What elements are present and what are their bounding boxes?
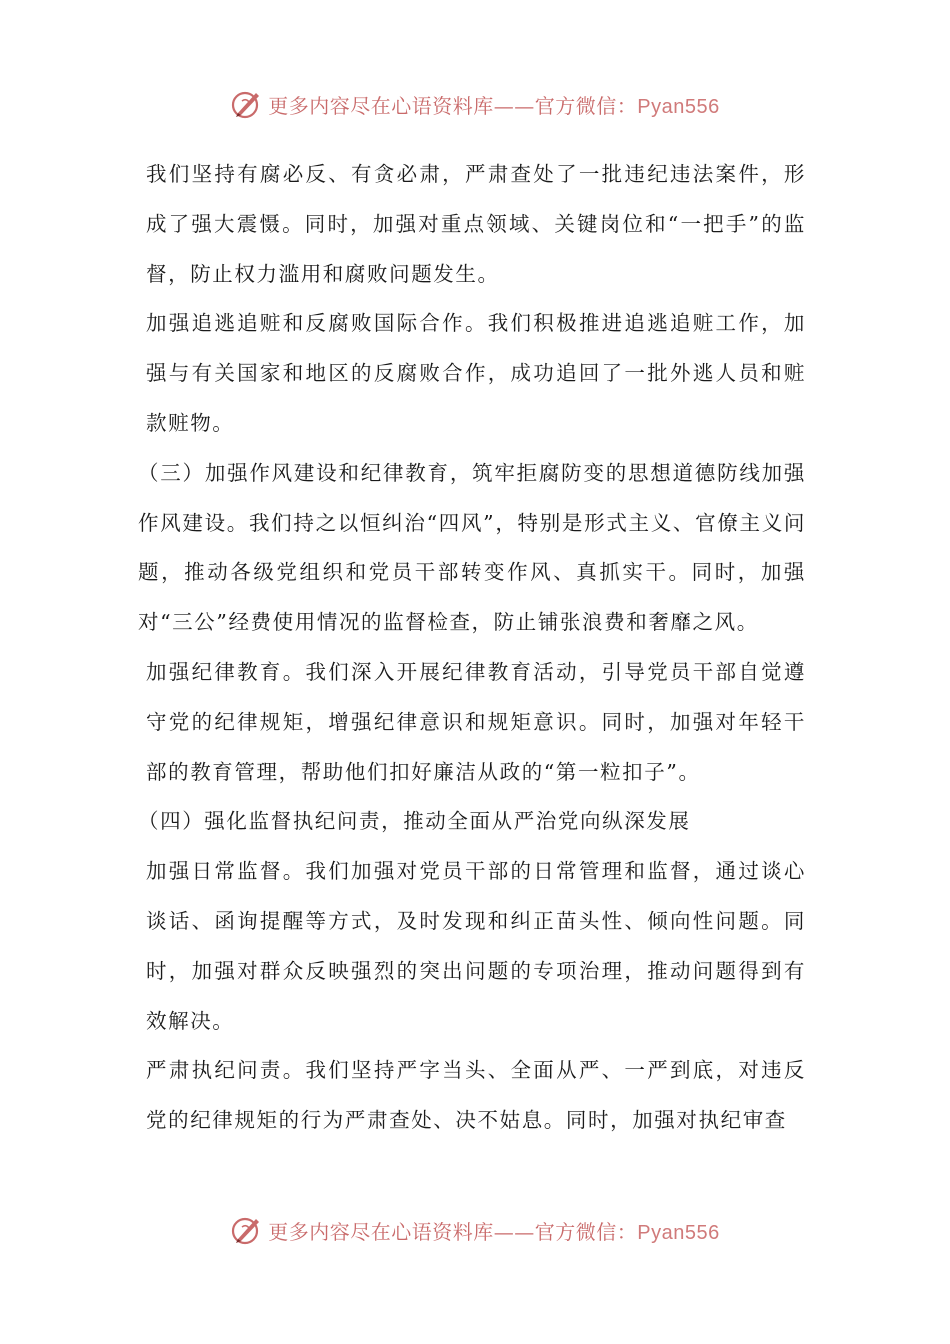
header-banner-text: 更多内容尽在心语资料库——官方微信：Pyan556 bbox=[268, 93, 720, 118]
header-banner bbox=[0, 84, 950, 124]
document-body bbox=[138, 150, 806, 1146]
paragraph-6: 加强日常监督。我们加强对党员干部的日常管理和监督，通过谈心谈话、函询提醒等方式，及时发现和纠正苗头性、倾向性问题。同时，加强对群众反映强烈的突出问题的专项治理，推动问题得到有效解决。 bbox=[146, 859, 806, 1033]
paragraph-1: 我们坚持有腐必反、有贪必肃，严肃查处了一批违纪违法案件，形成了强大震慑。同时，加强对重点领域、关键岗位和“一把手”的监督，防止权力滥用和腐败问题发生。 bbox=[146, 162, 806, 286]
footer-banner-text: 更多内容尽在心语资料库——官方微信：Pyan556 bbox=[268, 1219, 720, 1244]
section-4-heading: （四）强化监督执纪问责，推动全面从严治党向纵深发展 bbox=[138, 809, 691, 834]
paragraph-4: 加强纪律教育。我们深入开展纪律教育活动，引导党员干部自觉遵守党的纪律规矩，增强纪律意识和规矩意识。同时，加强对年轻干部的教育管理，帮助他们扣好廉洁从政的“第一粒扣子”。 bbox=[146, 659, 806, 784]
footer-banner bbox=[0, 1210, 950, 1250]
section-3-heading-paragraph: （三）加强作风建设和纪律教育，筑牢拒腐防变的思想道德防线加强作风建设。我们持之以恒纠治“四风”，特别是形式主义、官僚主义问题，推动各级党组织和党员干部转变作风、真抓实干。同时，加强对“三公”经费使用情况的监督检查，防止铺张浪费和奢靡之风。 bbox=[138, 460, 806, 635]
pen-logo-icon bbox=[230, 87, 264, 121]
pen-logo-icon bbox=[230, 1213, 264, 1247]
footer-wechat-id: Pyan556 bbox=[637, 1221, 720, 1244]
paragraph-2: 加强追逃追赃和反腐败国际合作。我们积极推进追逃追赃工作，加强与有关国家和地区的反腐败合作，成功追回了一批外逃人员和赃款赃物。 bbox=[146, 311, 806, 435]
paragraph-7: 严肃执纪问责。我们坚持严字当头、全面从严、一严到底，对违反党的纪律规矩的行为严肃查处、决不姑息。同时，加强对执纪审查 bbox=[146, 1058, 806, 1133]
header-wechat-id: Pyan556 bbox=[637, 95, 720, 118]
